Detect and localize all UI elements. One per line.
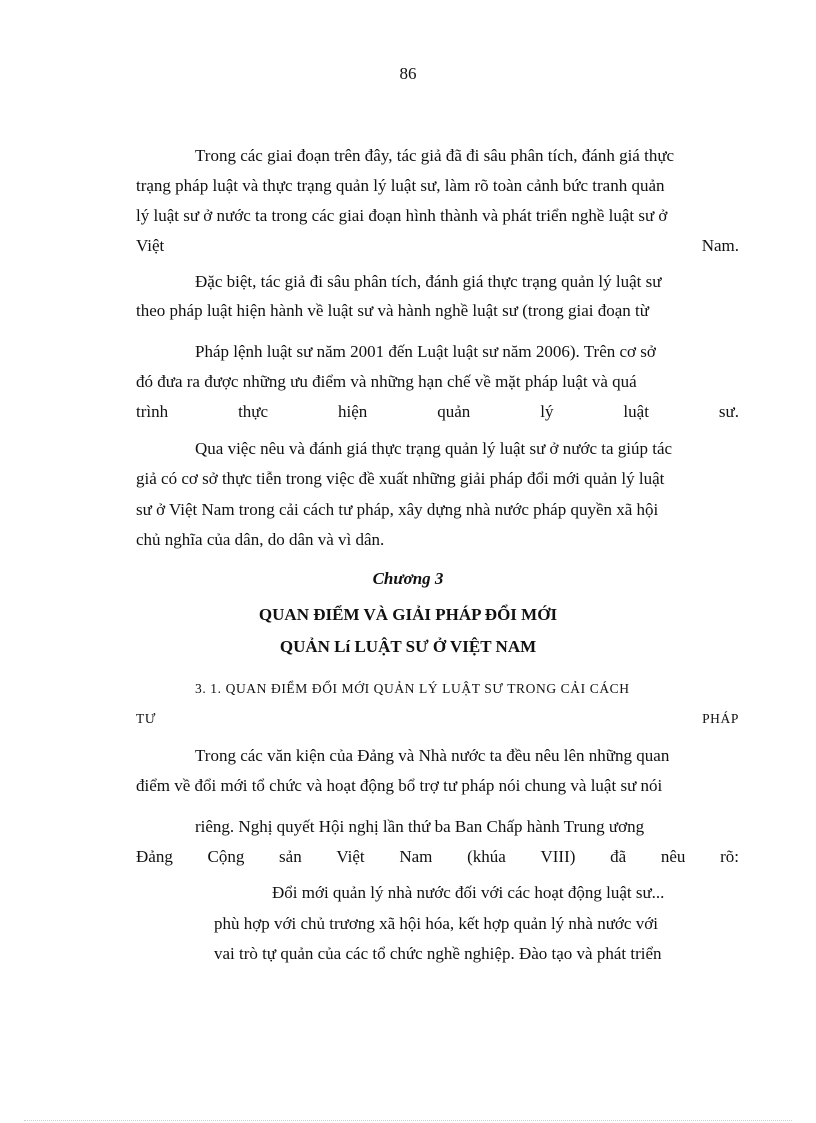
word: Đảng — [136, 847, 173, 866]
word: VIII) — [540, 847, 576, 866]
chapter-title: QUẢN Lí LUẬT SƯ Ở VIỆT NAM — [279, 637, 537, 656]
chapter-label: Chương 3 — [372, 569, 444, 588]
word: đã — [610, 847, 627, 866]
word: Cộng — [207, 847, 245, 866]
word: Việt — [336, 847, 365, 866]
section-heading: 3. 1. QUAN ĐIỂM ĐỔI MỚI QUẢN LÝ LUẬT SƯ TRONG CẢI CÁCH — [195, 681, 630, 696]
paragraph-line: theo pháp luật hiện hành về luật sư và hành nghề luật sư (trong giai đoạn từ — [136, 301, 649, 320]
quote-line: Đổi mới quản lý nhà nước đối với các hoạt động luật sư... — [272, 883, 665, 902]
paragraph-line — [136, 401, 739, 423]
word: Việt — [136, 236, 165, 255]
paragraph-line: Pháp lệnh luật sư năm 2001 đến Luật luật sư năm 2006). Trên cơ sở — [195, 342, 656, 361]
page-number: 86 — [399, 64, 417, 83]
paragraph-line: giả có cơ sở thực tiễn trong việc đề xuất những giải pháp đổi mới quản lý luật — [136, 469, 665, 488]
word: TƯ — [136, 711, 156, 726]
paragraph-line: Trong các giai đoạn trên đây, tác giả đã đi sâu phân tích, đánh giá thực — [195, 146, 675, 165]
paragraph-line: chủ nghĩa của dân, do dân và vì dân. — [136, 530, 385, 549]
word: rõ: — [720, 847, 739, 866]
quote-line: phù hợp với chủ trương xã hội hóa, kết hợp quản lý nhà nước với — [214, 914, 658, 933]
paragraph-line: riêng. Nghị quyết Hội nghị lần thứ ba Ban Chấp hành Trung ương — [195, 817, 645, 836]
section-heading — [136, 708, 739, 730]
paragraph-line: Đặc biệt, tác giả đi sâu phân tích, đánh giá thực trạng quản lý luật sư — [195, 272, 662, 291]
paragraph-line — [136, 235, 739, 257]
chapter-title: QUAN ĐIỂM VÀ GIẢI PHÁP ĐỔI MỚI — [258, 605, 558, 624]
word: hiện — [338, 402, 368, 421]
paragraph-line: đó đưa ra được những ưu điểm và những hạn chế về mặt pháp luật và quá — [136, 372, 637, 391]
word: Nam — [399, 847, 433, 866]
word: nêu — [660, 847, 686, 866]
word: lý — [540, 402, 554, 421]
word: quản — [437, 402, 471, 421]
paragraph-line: điểm về đổi mới tổ chức và hoạt động bổ trợ tư pháp nói chung và luật sư nói — [136, 776, 663, 795]
word: sản — [279, 847, 302, 866]
bottom-divider — [24, 1120, 792, 1121]
paragraph-line — [136, 846, 739, 868]
word: (khúa — [467, 847, 506, 866]
paragraph-line: Trong các văn kiện của Đảng và Nhà nước ta đều nêu lên những quan — [195, 746, 670, 765]
paragraph-line: Qua việc nêu và đánh giá thực trạng quản lý luật sư ở nước ta giúp tác — [195, 439, 673, 458]
word: PHÁP — [702, 711, 739, 726]
word: trình — [136, 402, 169, 421]
word: thực — [238, 402, 269, 421]
paragraph-line: lý luật sư ở nước ta trong các giai đoạn hình thành và phát triển nghề luật sư ở — [136, 206, 668, 225]
word: sư. — [718, 402, 739, 421]
paragraph-line: sư ở Việt Nam trong cải cách tư pháp, xây dựng nhà nước pháp quyền xã hội — [136, 500, 659, 519]
quote-line: vai trò tự quản của các tổ chức nghề nghiệp. Đào tạo và phát triển — [214, 944, 662, 963]
word: Nam. — [701, 236, 739, 255]
paragraph-line: trạng pháp luật và thực trạng quản lý luật sư, làm rõ toàn cảnh bức tranh quản — [136, 176, 665, 195]
word: luật — [623, 402, 649, 421]
